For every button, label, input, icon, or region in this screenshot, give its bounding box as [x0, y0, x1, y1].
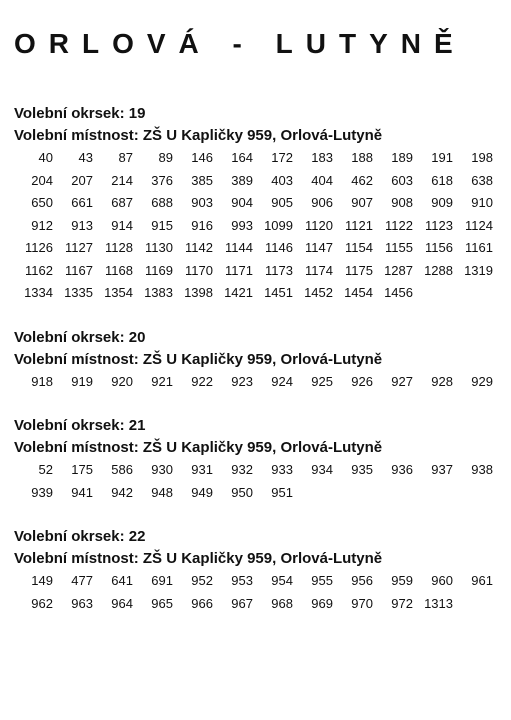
- house-number: 1168: [105, 262, 133, 278]
- house-number: 909: [431, 195, 453, 210]
- house-number: 969: [311, 595, 333, 611]
- house-number: 956: [351, 573, 373, 588]
- house-number: 87: [118, 150, 133, 165]
- polling-room-label: Volební místnost: ZŠ U Kapličky 959, Orlová-Lutyně: [14, 550, 383, 567]
- house-number: 1334: [24, 285, 53, 300]
- house-number: 618: [431, 172, 453, 188]
- house-number: 914: [111, 217, 133, 233]
- house-number: 905: [271, 195, 293, 210]
- house-number-grid: [14, 459, 500, 504]
- house-number: 931: [191, 462, 213, 477]
- house-number-grid: [14, 147, 500, 305]
- house-number: 1452: [304, 285, 333, 300]
- house-number: 1383: [144, 285, 173, 300]
- house-number: 927: [391, 373, 413, 389]
- house-number: 1161: [465, 240, 493, 255]
- house-number: 189: [391, 150, 413, 165]
- house-number: 915: [151, 217, 173, 233]
- house-number: 1313: [424, 595, 453, 611]
- house-number: 188: [351, 150, 373, 165]
- house-number: 972: [391, 595, 413, 611]
- house-number: 959: [391, 573, 413, 588]
- house-number: 175: [71, 462, 93, 477]
- house-number: 1144: [225, 240, 253, 255]
- house-number: 146: [191, 150, 213, 165]
- polling-room-label: Volební místnost: ZŠ U Kapličky 959, Orlová-Lutyně: [14, 127, 383, 144]
- house-number: 89: [158, 150, 173, 165]
- house-number: 586: [111, 462, 133, 477]
- house-number: 43: [78, 150, 93, 165]
- house-number: 204: [31, 172, 53, 188]
- house-number: 1126: [25, 240, 53, 255]
- house-number: 936: [391, 462, 413, 477]
- house-number: 198: [471, 150, 493, 165]
- house-number: 1147: [305, 240, 333, 255]
- house-number: 691: [151, 573, 173, 588]
- house-number: 1170: [185, 262, 213, 278]
- house-number: 948: [151, 484, 173, 500]
- house-number: 937: [431, 462, 453, 477]
- house-number: 404: [311, 172, 333, 188]
- house-number: 389: [231, 172, 253, 188]
- house-number: 1123: [425, 217, 453, 233]
- house-number: 403: [271, 172, 293, 188]
- house-number: 1120: [305, 217, 333, 233]
- page-title: ORLOVÁ - LUTYNĚ: [14, 28, 466, 59]
- house-number: 904: [231, 195, 253, 210]
- house-number: 922: [191, 373, 213, 389]
- house-number: 1122: [385, 217, 413, 233]
- house-number: 925: [311, 373, 333, 389]
- house-number: 1155: [385, 240, 413, 255]
- house-number: 1171: [225, 262, 253, 278]
- house-number: 906: [311, 195, 333, 210]
- house-number: 149: [31, 573, 53, 588]
- house-number: 1167: [65, 262, 93, 278]
- house-number: 910: [471, 195, 493, 210]
- house-number: 934: [311, 462, 333, 477]
- house-number: 462: [351, 172, 373, 188]
- polling-room-label: Volební místnost: ZŠ U Kapličky 959, Orlová-Lutyně: [14, 439, 383, 456]
- house-number: 1451: [264, 285, 293, 300]
- house-number: 1156: [425, 240, 453, 255]
- house-number: 1128: [105, 240, 133, 255]
- house-number: 1162: [25, 262, 53, 278]
- house-number-grid: [14, 371, 500, 394]
- house-number: 919: [71, 373, 93, 389]
- house-number: 477: [71, 573, 93, 588]
- house-number: 913: [71, 217, 93, 233]
- house-number: 953: [231, 573, 253, 588]
- house-number: 924: [271, 373, 293, 389]
- house-number: 928: [431, 373, 453, 389]
- house-number: 954: [271, 573, 293, 588]
- house-number: 1130: [145, 240, 173, 255]
- house-number: 1099: [264, 217, 293, 233]
- house-number: 908: [391, 195, 413, 210]
- house-number: 1127: [65, 240, 93, 255]
- house-number: 1124: [465, 217, 493, 233]
- district-section: [14, 526, 500, 615]
- house-number: 641: [111, 573, 133, 588]
- house-number: 376: [151, 172, 173, 188]
- house-number: 638: [471, 172, 493, 188]
- house-number: 1173: [265, 262, 293, 278]
- house-number: 966: [191, 595, 213, 611]
- house-number: 918: [31, 373, 53, 389]
- house-number: 963: [71, 595, 93, 611]
- house-number: 907: [351, 195, 373, 210]
- house-number: 1354: [104, 285, 133, 300]
- house-number: 52: [38, 462, 53, 477]
- house-number: 942: [111, 484, 133, 500]
- district-section: [14, 415, 500, 504]
- house-number: 214: [111, 172, 133, 188]
- district-label: Volební okrsek: 20: [14, 328, 146, 346]
- house-number: 183: [311, 150, 333, 165]
- district-list: [14, 103, 500, 637]
- district-label: Volební okrsek: 19: [14, 105, 146, 122]
- house-number: 1146: [265, 240, 293, 255]
- house-number: 920: [111, 373, 133, 389]
- house-number: 926: [351, 373, 373, 389]
- house-number: 172: [271, 150, 293, 165]
- house-number: 1319: [464, 262, 493, 278]
- house-number: 1456: [384, 285, 413, 300]
- house-number: 950: [231, 484, 253, 500]
- house-number: 952: [191, 573, 213, 588]
- house-number: 921: [151, 373, 173, 389]
- house-number: 1142: [185, 240, 213, 255]
- house-number: 912: [31, 217, 53, 233]
- house-number: 1175: [345, 262, 373, 278]
- house-number: 949: [191, 484, 213, 500]
- house-number: 1421: [224, 285, 253, 300]
- house-number-grid: [14, 570, 500, 615]
- house-number: 961: [471, 573, 493, 588]
- house-number: 941: [71, 484, 93, 500]
- house-number: 938: [471, 462, 493, 477]
- house-number: 935: [351, 462, 373, 477]
- house-number: 932: [231, 462, 253, 477]
- house-number: 1154: [345, 240, 373, 255]
- house-number: 207: [71, 172, 93, 188]
- house-number: 923: [231, 373, 253, 389]
- house-number: 1335: [64, 285, 93, 300]
- polling-room-label: Volební místnost: ZŠ U Kapličky 959, Orlová-Lutyně: [14, 350, 383, 368]
- house-number: 930: [151, 462, 173, 477]
- house-number: 951: [271, 484, 293, 500]
- district-label: Volební okrsek: 21: [14, 417, 146, 434]
- house-number: 970: [351, 595, 373, 611]
- house-number: 164: [231, 150, 253, 165]
- house-number: 1121: [345, 217, 373, 233]
- house-number: 40: [38, 150, 53, 165]
- house-number: 993: [231, 217, 253, 233]
- house-number: 965: [151, 595, 173, 611]
- house-number: 962: [31, 595, 53, 611]
- district-section: [14, 327, 500, 394]
- house-number: 929: [471, 373, 493, 389]
- house-number: 903: [191, 195, 213, 210]
- house-number: 964: [111, 595, 133, 611]
- house-number: 939: [31, 484, 53, 500]
- house-number: 385: [191, 172, 213, 188]
- house-number: 661: [71, 195, 93, 210]
- house-number: 968: [271, 595, 293, 611]
- house-number: 960: [431, 573, 453, 588]
- house-number: 1287: [384, 262, 413, 278]
- house-number: 1454: [344, 285, 373, 300]
- district-label: Volební okrsek: 22: [14, 528, 146, 545]
- house-number: 687: [111, 195, 133, 210]
- house-number: 1398: [184, 285, 213, 300]
- house-number: 916: [191, 217, 213, 233]
- house-number: 191: [431, 150, 453, 165]
- house-number: 1174: [305, 262, 333, 278]
- house-number: 1169: [145, 262, 173, 278]
- house-number: 933: [271, 462, 293, 477]
- house-number: 1288: [424, 262, 453, 278]
- house-number: 650: [31, 195, 53, 210]
- house-number: 955: [311, 573, 333, 588]
- district-section: [14, 103, 500, 305]
- house-number: 603: [391, 172, 413, 188]
- house-number: 688: [151, 195, 173, 210]
- house-number: 967: [231, 595, 253, 611]
